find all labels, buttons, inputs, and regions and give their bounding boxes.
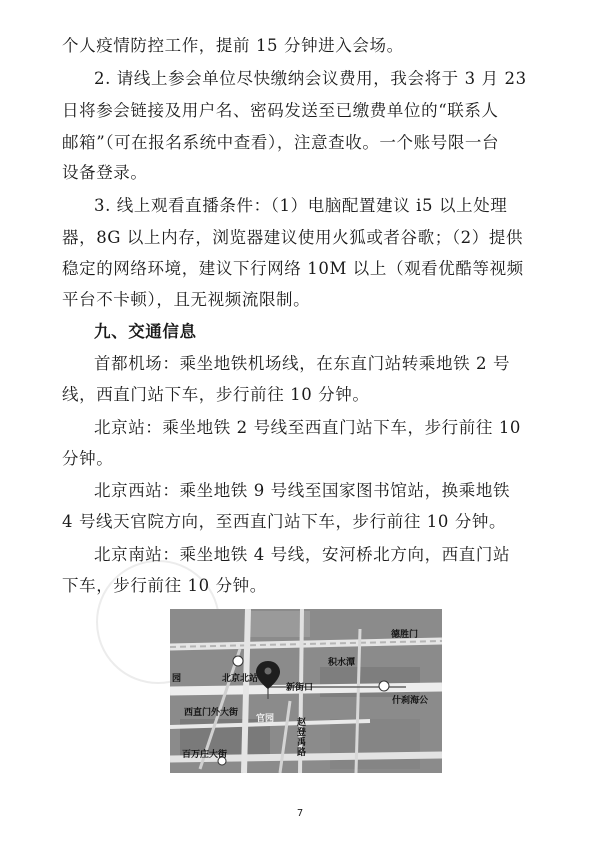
- body-line: 邮箱”（可在报名系统中查看），注意查收。一个账号限一台: [62, 133, 500, 152]
- body-line: 日将参会链接及用户名、密码发送至已缴费单位的“联系人: [62, 101, 499, 120]
- map-label-jishuitan: 积水潭: [328, 658, 356, 668]
- page-number: 7: [296, 808, 304, 819]
- traffic-line: 下车，步行前往 10 分钟。: [62, 576, 267, 595]
- body-line: 3. 线上观看直播条件：（1）电脑配置建议 i5 以上处理: [94, 196, 508, 215]
- body-line: 稳定的网络环境，建议下行网络 10M 以上（观看优酷等视频: [62, 259, 524, 278]
- body-line: 个人疫情防控工作，提前 15 分钟进入会场。: [62, 36, 404, 55]
- location-map: [170, 609, 442, 773]
- traffic-line: 分钟。: [62, 449, 114, 468]
- map-label-beijing-north: 北京北站: [222, 674, 259, 684]
- map-label-shichahai: 什刹海公: [392, 696, 429, 706]
- map-label-yuan: 园: [172, 674, 182, 684]
- section-heading: 九、交通信息: [94, 322, 197, 341]
- body-line: 器，8G 以上内存，浏览器建议使用火狐或者谷歌；（2）提供: [62, 228, 524, 247]
- traffic-line: 北京西站：乘坐地铁 9 号线至国家图书馆站，换乘地铁: [94, 481, 511, 500]
- map-label-xizhimenwai: 西直门外大街: [184, 708, 239, 718]
- map-label-deshengmen: 德胜门: [391, 630, 419, 640]
- map-label-zhaodeng: 赵登禹路: [295, 717, 305, 757]
- body-line: 设备登录。: [62, 163, 148, 182]
- body-line: 2. 请线上参会单位尽快缴纳会议费用，我会将于 3 月 23: [94, 69, 527, 88]
- traffic-line: 4 号线天官院方向，至西直门站下车，步行前往 10 分钟。: [62, 512, 507, 531]
- map-label-baiwanzhuang: 百万庄大街: [182, 750, 228, 760]
- traffic-line: 北京南站：乘坐地铁 4 号线，安河桥北方向，西直门站: [94, 545, 511, 564]
- map-label-xinjiekou: 新街口: [286, 683, 314, 693]
- body-line: 平台不卡顿），且无视频流限制。: [62, 290, 311, 309]
- traffic-line: 首都机场：乘坐地铁机场线，在东直门站转乘地铁 2 号: [94, 354, 511, 373]
- traffic-line: 线，西直门站下车，步行前往 10 分钟。: [62, 385, 370, 404]
- map-label-guanyuan: 官园: [256, 714, 275, 724]
- traffic-line: 北京站：乘坐地铁 2 号线至西直门站下车，步行前往 10: [94, 418, 522, 437]
